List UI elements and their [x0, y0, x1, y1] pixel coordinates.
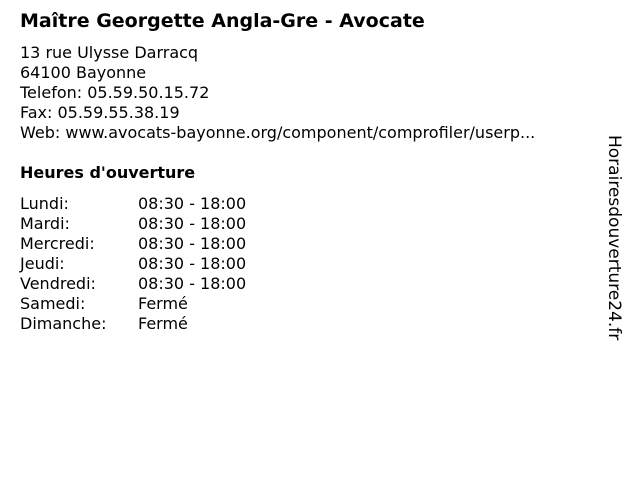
contact-block	[20, 43, 535, 143]
day-label: Jeudi:	[20, 254, 65, 273]
day-hours: 08:30 - 18:00	[138, 194, 247, 213]
hours-row	[20, 234, 246, 254]
day-label: Lundi:	[20, 194, 69, 213]
day-label: Samedi:	[20, 294, 86, 313]
hours-row	[20, 274, 246, 294]
phone-number: Telefon: 05.59.50.15.72	[20, 83, 210, 102]
address-city: 64100 Bayonne	[20, 63, 147, 82]
hours-row	[20, 314, 246, 334]
day-label: Vendredi:	[20, 274, 96, 293]
opening-hours-heading: Heures d'ouverture	[20, 163, 196, 182]
day-hours: Fermé	[138, 314, 188, 333]
hours-row	[20, 194, 246, 214]
day-hours: 08:30 - 18:00	[138, 214, 247, 233]
day-hours: 08:30 - 18:00	[138, 274, 247, 293]
day-label: Dimanche:	[20, 314, 107, 333]
hours-row	[20, 214, 246, 234]
day-label: Mercredi:	[20, 234, 95, 253]
hours-row	[20, 294, 246, 314]
opening-hours-table	[20, 194, 246, 334]
day-label: Mardi:	[20, 214, 70, 233]
fax-number: Fax: 05.59.55.38.19	[20, 103, 180, 122]
day-hours: Fermé	[138, 294, 188, 313]
day-hours: 08:30 - 18:00	[138, 254, 247, 273]
address-street: 13 rue Ulysse Darracq	[20, 43, 199, 62]
site-watermark: Horairesdouverture24.fr	[604, 135, 624, 341]
website-link[interactable]: Web: www.avocats-bayonne.org/component/comprofiler/userp...	[20, 123, 536, 142]
hours-row	[20, 254, 246, 274]
business-title: Maître Georgette Angla-Gre - Avocate	[20, 10, 425, 32]
day-hours: 08:30 - 18:00	[138, 234, 247, 253]
